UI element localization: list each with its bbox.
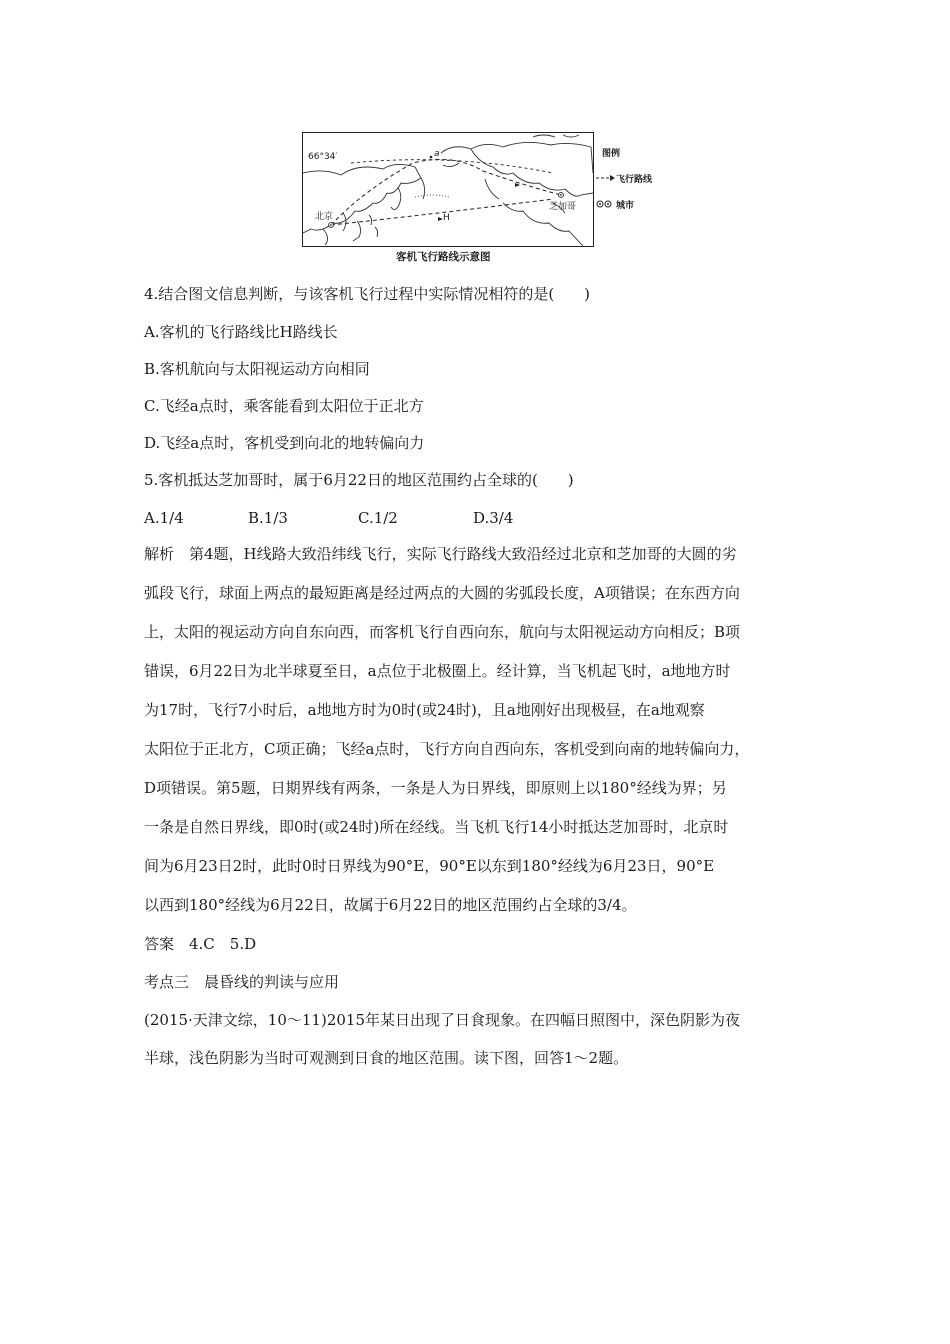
option-4c: C.飞经a点时，乘客能看到太阳位于正北方	[144, 397, 424, 415]
exam-intro-line: 半球，浅色阴影为当时可观测到日食的地区范围。读下图，回答1～2题。	[144, 1049, 629, 1067]
point-a-label: a	[434, 149, 440, 159]
exam-intro-line: (2015·天津文综，10～11)2015年某日出现了日食现象。在四幅日照图中，深色阴影为夜	[144, 1011, 740, 1029]
explanation-line: 间为6月23日2时，此时0时日界线为90°E，90°E以东到180°经线为6月23日，90°E	[144, 857, 715, 875]
explanation-line: 为17时，飞行7小时后，a地地方时为0时(或24时)，且a地刚好出现极昼，在a地观察	[144, 701, 705, 719]
option-5b: B.1/3	[248, 509, 288, 527]
route-map-drawing	[303, 133, 593, 246]
option-5a: A.1/4	[144, 509, 184, 527]
figure-caption: 客机飞行路线示意图	[396, 251, 491, 263]
legend-city-icon	[596, 200, 616, 208]
explanation-line: 太阳位于正北方，C项正确；飞经a点时，飞行方向自西向东，客机受到向南的地转偏向力，	[144, 740, 750, 758]
option-5d: D.3/4	[473, 509, 514, 527]
answer-line: 答案 4.C 5.D	[144, 935, 257, 953]
explanation-line: 弧段飞行，球面上两点的最短距离是经过两点的大圆的劣弧段长度，A项错误；在东西方向	[144, 584, 740, 602]
legend-city-label: 城市	[616, 201, 635, 211]
legend-route-icon	[596, 174, 616, 182]
question-4: 4.结合图文信息判断，与该客机飞行过程中实际情况相符的是( )	[144, 285, 591, 303]
explanation-line: 一条是自然日界线，即0时(或24时)所在经线。当飞机飞行14小时抵达芝加哥时，北京时	[144, 818, 729, 836]
h-route-label: H	[443, 213, 450, 223]
option-4a: A.客机的飞行路线比H路线长	[144, 323, 338, 341]
legend-route-label: 飞行路线	[616, 175, 653, 185]
explanation-line: 解析 第4题，H线路大致沿纬线飞行，实际飞行路线大致沿经过北京和芝加哥的大圆的劣	[144, 545, 737, 563]
explanation-line: 上，太阳的视运动方向自东向西，而客机飞行自西向东，航向与太阳视运动方向相反；B项	[144, 623, 741, 641]
section-heading: 考点三 晨昏线的判读与应用	[144, 973, 340, 991]
latitude-label: 66°34′	[308, 152, 338, 162]
legend-title: 图例	[602, 149, 621, 159]
chicago-label: 芝加哥	[549, 202, 577, 212]
map-legend	[596, 142, 656, 242]
flight-route-figure	[296, 126, 652, 266]
beijing-label: 北京	[315, 212, 334, 222]
explanation-line: 以西到180°经线为6月22日，故属于6月22日的地区范围约占全球的3/4。	[144, 896, 637, 914]
explanation-line: 错误，6月22日为北半球夏至日，a点位于北极圈上。经计算，当飞机起飞时，a地地方时	[144, 662, 731, 680]
option-4d: D.飞经a点时，客机受到向北的地转偏向力	[144, 434, 425, 452]
explanation-line: D项错误。第5题，日期界线有两条，一条是人为日界线，即原则上以180°经线为界；另	[144, 779, 727, 797]
option-5c: C.1/2	[358, 509, 398, 527]
route-map	[302, 132, 594, 247]
option-4b: B.客机航向与太阳视运动方向相同	[144, 360, 370, 378]
question-5: 5.客机抵达芝加哥时，属于6月22日的地区范围约占全球的( )	[144, 471, 574, 489]
